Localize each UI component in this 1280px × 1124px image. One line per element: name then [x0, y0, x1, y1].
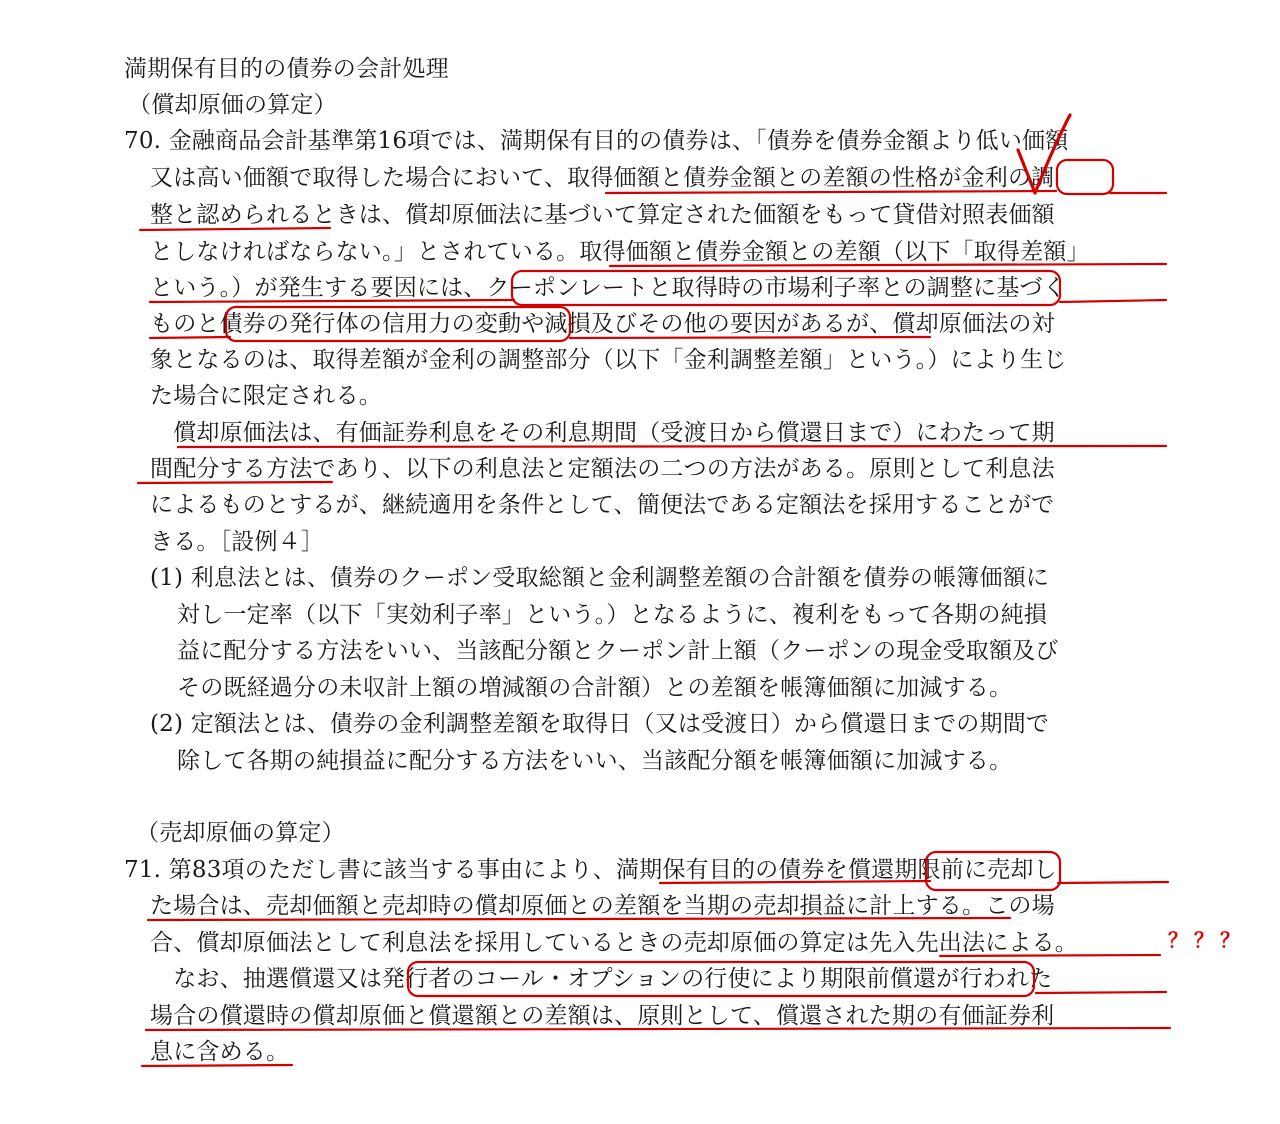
item1-line: (1) 利息法とは、債券のクーポン受取総額と金利調整差額の合計額を債券の帳簿価額に — [150, 565, 1050, 591]
para70-line: という。）が発生する要因には、クーポンレートと取得時の市場利子率との調整に基づく — [150, 275, 1066, 301]
para71-line: なお、抽選償還又は発行者のコール・オプションの行使により期限前償還が行われた — [150, 966, 1053, 992]
item1-line: 対し一定率（以下「実効利子率」という。）となるように、複利をもって各期の純損 — [177, 602, 1048, 628]
para70-line: ものと債券の発行体の信用力の変動や減損及びその他の要因があるが、償却原価法の対 — [150, 311, 1055, 337]
para70-line: 整と認められるときは、償却原価法に基づいて算定された価額をもって貸借対照表価額 — [150, 202, 1055, 228]
para70-line: 又は高い価額で取得した場合において、取得価額と債券金額との差額の性格が金利の調 — [150, 165, 1055, 191]
para71-line: 場合の償還時の償却原価と償還額との差額は、原則として、償還された期の有価証券利 — [150, 1003, 1055, 1029]
para70-line: 償却原価法は、有価証券利息をその利息期間（受渡日から償還日まで）にわたって期 — [150, 420, 1055, 446]
item2-line: 除して各期の純損益に配分する方法をいい、当該配分額を帳簿価額に加減する。 — [177, 748, 1013, 774]
para70-line: としなければならない。」とされている。取得価額と債券金額との差額（以下「取得差額」 — [150, 239, 1090, 265]
item1-line: その既経過分の未収計上額の増減額の合計額）との差額を帳簿価額に加減する。 — [177, 675, 1013, 701]
para70-line: 70. 金融商品会計基準第16項では、満期保有目的の債券は、「債券を債券金額より低い価額 — [124, 128, 1069, 154]
para71-line: た場合は、売却価額と売却時の償却原価との差額を当期の売却損益に計上する。この場 — [150, 893, 1055, 919]
section-heading-sale-cost: （売却原価の算定） — [136, 820, 345, 846]
item2-line: (2) 定額法とは、債券の金利調整差額を取得日（又は受渡日）から償還日までの期間で — [150, 711, 1050, 737]
para70-line: 間配分する方法であり、以下の利息法と定額法の二つの方法がある。原則として利息法 — [150, 456, 1055, 482]
para70-line: 象となるのは、取得差額が金利の調整部分（以下「金利調整差額」という。）により生じ — [150, 347, 1067, 373]
question-marks-annotation: ？？？ — [1168, 928, 1246, 952]
para71-line: 合、償却原価法として利息法を採用しているときの売却原価の算定は先入先出法による。 — [150, 930, 1078, 956]
page-title: 満期保有目的の債券の会計処理 — [124, 56, 449, 82]
para70-line: た場合に限定される。 — [150, 383, 382, 409]
para71-line: 息に含める。 — [150, 1039, 290, 1065]
para71-line: 71. 第83項のただし書に該当する事由により、満期保有目的の債券を償還期限前に売却し — [124, 857, 1057, 883]
section-heading-amortized-cost: （償却原価の算定） — [128, 92, 337, 118]
para70-line: きる。［設例４］ — [150, 529, 325, 555]
item1-line: 益に配分する方法をいい、当該配分額とクーポン計上額（クーポンの現金受取額及び — [177, 638, 1059, 664]
para70-line: によるものとするが、継続適用を条件として、簡便法である定額法を採用することがで — [150, 492, 1055, 518]
